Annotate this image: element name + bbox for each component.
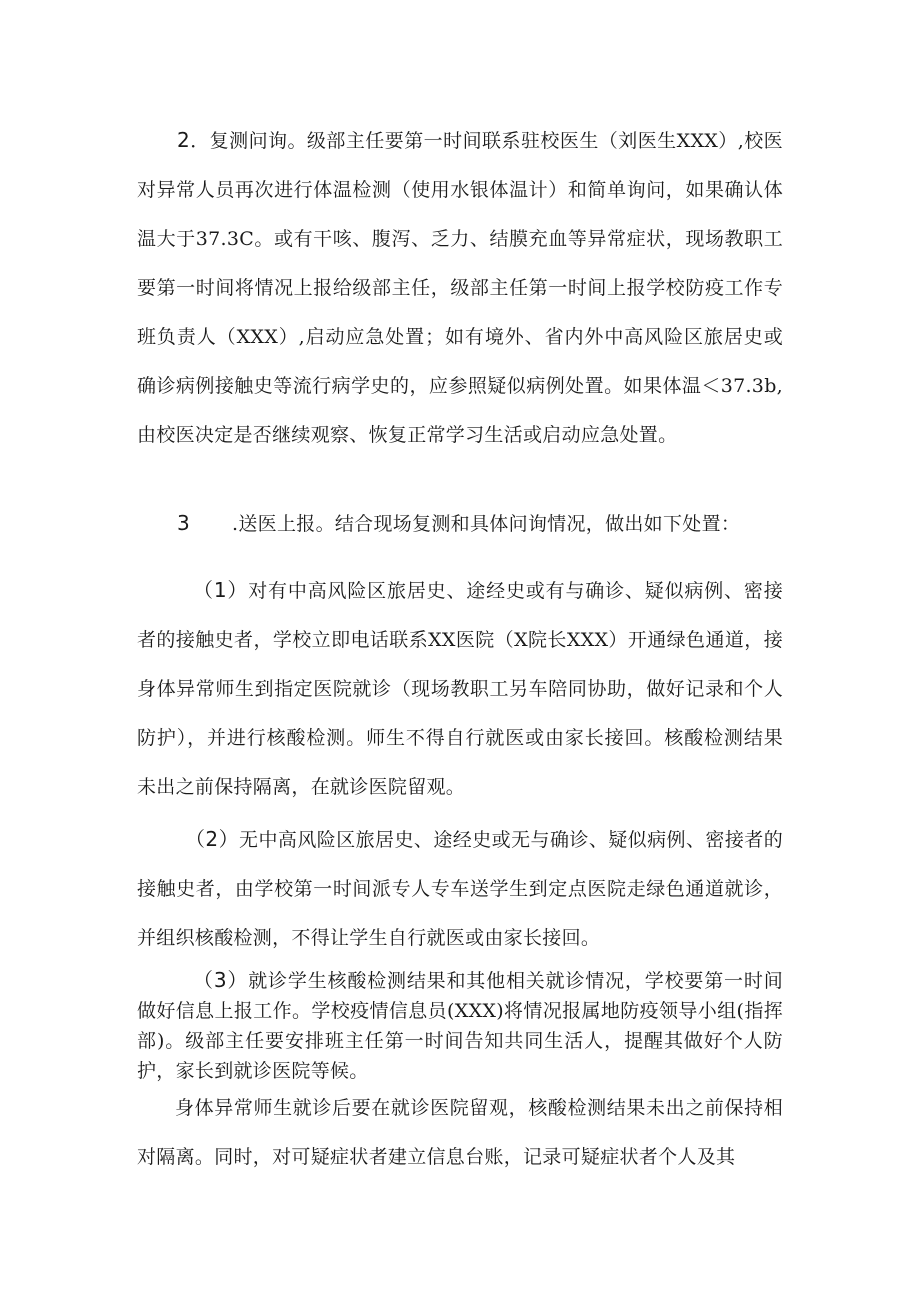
list-item-2-number: （2）	[185, 827, 240, 851]
list-item-3-text: 就诊学生核酸检测结果和其他相关就诊情况，学校要第一时间做好信息上报工作。学校疫情信息员(XXX)将情况报属地防疫领导小组(指挥部)。级部主任要安排班主任第一时间告知共同生活人，提醒其做好个人防护，家长到就诊医院等候。	[137, 970, 784, 1082]
list-item-1	[137, 566, 783, 812]
paragraph-3-number: 3	[177, 511, 191, 535]
list-item-2-text: 无中高风险区旅居史、途经史或无与确诊、疑似病例、密接者的接触史者，由学校第一时间派专人专车送学生到定点医院走绿色通道就诊，并组织核酸检测，不得让学生自行就医或由家长接回。	[137, 829, 784, 949]
list-item-1-text: 对有中高风险区旅居史、途经史或有与确诊、疑似病例、密接者的接触史者，学校立即电话联系XX医院（X院长XXX）开通绿色通道，接身体异常师生到指定医院就诊（现场教职工另车陪同协助，做好记录和个人防护），并进行核酸检测。师生不得自行就医或由家长接回。核酸检测结果未出之前保持隔离，在就诊医院留观。	[137, 580, 784, 798]
paragraph-2-text: ．复测问询。级部主任要第一时间联系驻校医生（刘医生XXX）,校医对异常人员再次进行体温检测（使用水银体温计）和简单询问，如果确认体温大于37.3C。或有干咳、腹泻、乏力、结膜充血等异常症状，现场教职工要第一时间将情况上报给级部主任，级部主任第一时间上报学校防疫工作专班负责人（XXX）,启动应急处置；如有境外、省内外中高风险区旅居史或确诊病例接触史等流行病学史的，应参照疑似病例处置。如果体温＜37.3b,由校医决定是否继续观察、恢复正常学习生活或启动应急处置。	[137, 130, 783, 446]
closing-paragraph-text: 身体异常师生就诊后要在就诊医院留观，核酸检测结果未出之前保持相对隔离。同时，对可疑症状者建立信息台账，记录可疑症状者个人及其	[137, 1097, 783, 1168]
list-item-2	[137, 815, 783, 963]
paragraph-2	[137, 116, 783, 460]
list-item-1-number: （1）	[193, 578, 249, 602]
paragraph-3-text: .送医上报。结合现场复测和具体问询情况，做出如下处置：	[232, 513, 741, 535]
paragraph-2-number: 2	[177, 128, 191, 152]
list-item-3	[137, 965, 783, 1086]
list-item-3-number: （3）	[193, 968, 249, 992]
closing-paragraph	[137, 1084, 783, 1182]
paragraph-3	[137, 499, 783, 549]
